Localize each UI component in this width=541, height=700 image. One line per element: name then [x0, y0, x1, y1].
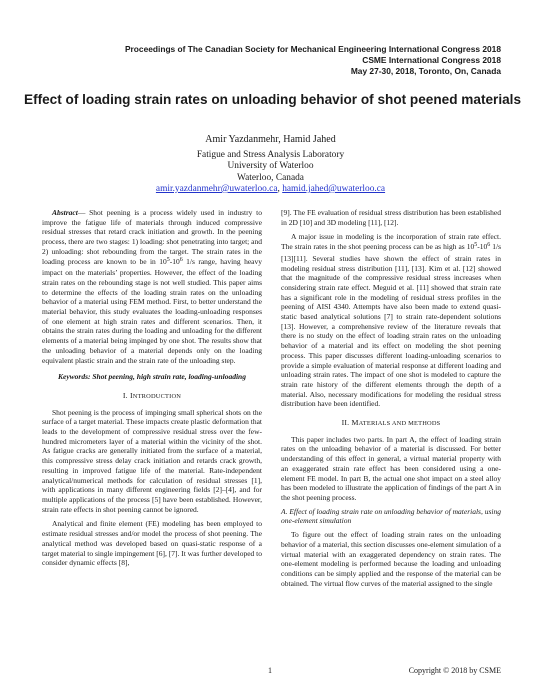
abstract-text-a: Shot peening is a process widely used in industry to improve the fatigue life of materials through induced compressive residual stresses that retard crack initiation and growth. In the peening process, there are two stages: 1) loading: shot penetrating into target; and 2) unloading: shot rebounding from the target. The strain rates in the loading process are known to be in 10: [42, 208, 263, 266]
section-title-rest: ATERIALS AND METHODS: [358, 420, 441, 428]
abstract-text-c: 1/s range, having heavy impact on the materials’ properties. However, the effect of the loading strain rates on the rebounding stage is not well studied. This paper aims to determine the effects of the loading strain rates on the unloading behavior of a material using FEM method. First, to better understand the material behavior, this study evaluates the loading-unloading responses of one element at high strain rates and different scenarios. Then, it obtains the strain rates during the loading and unloading for the different elements of a material being impinged by one shot. The results show that the unloading behavior of a material depends only on the loading equivalent plastic strain and the strain rate of the unloading step.: [42, 256, 263, 365]
right-p1-text-a: A major issue in modeling is the incorporation of strain rate effect. The strain rates in the shot peening process can be as high as 10: [281, 232, 501, 252]
abstract-text-b: -10: [169, 256, 180, 266]
intro-paragraph-2: Analytical and finite element (FE) modeling has been employed to estimate residual stresses and/or model the process of shot peening. The analytical method was developed based on quasi-static response of a target material to single impingement [6], [7]. It was further developed to consider dynamic effects [8],: [42, 519, 263, 568]
conference-proceedings: Proceedings of The Canadian Society for Mechanical Engineering International Congress 2018: [124, 44, 501, 54]
author-emails: [20, 184, 521, 196]
author-location: Waterloo, Canada: [237, 172, 304, 183]
intro-paragraph-1: Shot peening is the process of impinging small spherical shots on the surface of a target material. These impacts create plastic deformation that leads to the development of compressive residual stress over the few-hundred micrometers layer of a material within the vicinity of the shot. As fatigue cracks are generally initiated from the surface of a material, this compressive stress delay crack initiation and retards crack growth, resulting in improved fatigue life of the material. Rate-independent analytical/numerical methods for calculation of residual stresses [1], with applications in many different engineering fields [2]–[4], and for multiple applications of the process [5] have been established. However, strain rate effects in shot peening cannot be ignored.: [42, 407, 262, 514]
abstract-exponent-2: 6: [179, 256, 183, 263]
right-column: [281, 208, 501, 588]
subsection-heading-a: A. Effect of loading strain rate on unloading behavior of materials, using one-element simulation: [281, 506, 501, 526]
abstract: [42, 208, 262, 365]
right-paragraph-0: [9]. The FE evaluation of residual stress distribution has been established in 2D [10] and 3D modeling [11], [12].: [281, 208, 501, 227]
email-link-yazdanmehr[interactable]: amir.yazdanmehr@uwaterloo.ca: [155, 184, 278, 194]
methods-paragraph-1: This paper includes two parts. In part A, the effect of loading strain rates on the unloading behavior of a material is discussed. For better understanding of this effect in general, a virtual material property with an exaggerated strain rate effect has been considered using a one-element FE model. In part B, the actual one shot impact on a steel alloy has been modeled to illustrate the application of findings of the part A in the shot peening process.: [281, 434, 501, 502]
conference-dates: May 27-30, 2018, Toronto, On, Canada: [350, 66, 501, 76]
copyright-notice: Copyright © 2018 by CSME: [408, 666, 501, 675]
methods-paragraph-2: To figure out the effect of loading strain rates on the unloading behavior of a material, this section discusses one-element simulation of a virtual material with an exaggerated dependency on strain rates. The one-element modeling is performed because the loading and unloading conditions can be simply applied and the response of the material can be obtained. The virtual flow curves of the material assigned to the single: [281, 530, 501, 588]
right-paragraph-1: [281, 232, 501, 409]
keywords: Keywords: Shot peening, high strain rate, loading-unloading: [58, 372, 246, 382]
right-p1-exponent-1: 5: [474, 242, 478, 249]
email-separator: ,: [277, 184, 283, 194]
section-title-rest: NTRODUCTION: [132, 392, 182, 400]
conference-header: [31, 44, 501, 77]
conference-name: CSME International Congress 2018: [362, 55, 501, 65]
page-number: 1: [268, 666, 272, 675]
section-number: I.: [122, 390, 128, 400]
email-link-jahed[interactable]: hamid.jahed@uwaterloo.ca: [282, 184, 386, 194]
right-p1-exponent-2: 6: [487, 242, 491, 249]
section-number: II.: [341, 418, 350, 428]
abstract-label: Abstract: [52, 208, 78, 217]
author-lab: Fatigue and Stress Analysis Laboratory: [196, 149, 345, 160]
left-column: [42, 208, 262, 568]
abstract-dash: —: [77, 208, 90, 217]
section-heading-introduction: [42, 391, 262, 402]
author-names: Amir Yazdanmehr, Hamid Jahed: [205, 134, 336, 145]
abstract-exponent-1: 5: [166, 256, 170, 263]
section-initial: I: [129, 390, 133, 400]
section-initial: M: [351, 418, 359, 428]
author-block: [20, 134, 521, 196]
paper-title: Effect of loading strain rates on unloading behavior of shot peened materials: [24, 92, 522, 107]
author-university: University of Waterloo: [227, 161, 314, 171]
section-heading-materials: [281, 418, 501, 429]
right-p1-text-b: -10: [477, 242, 488, 252]
right-p1-text-c: 1/s [13][11]. Several studies have shown the effect of strain rates in modeling residual stress distribution [11], [13]. Kim et al. [12] showed that the magnitude of the compressive residual stress increases when considering strain rate effect. Meguid et al. [11] showed that strain rate has a significant role in the modeling of residual stress profiles in the peening of AISI 4340. Attempts have also been made to extend quasi-static based analytical solutions [7] to strain rate-dependent solutions [13]. However, a comprehensive review of the literature reveals that there is no study on the effect of loading strain rates on the unloading behavior of a material and its effect on modeling the shot peening process. This paper discusses different loading-unloading scenarios to provide a simple evaluation of material response at different loading and unloading strain rates. The impact of one shot is modeled to capture the strain rate history of the different elements through the depth of a material. Also, necessary modifications for modeling the residual stress distribution have been identified.: [281, 242, 501, 409]
